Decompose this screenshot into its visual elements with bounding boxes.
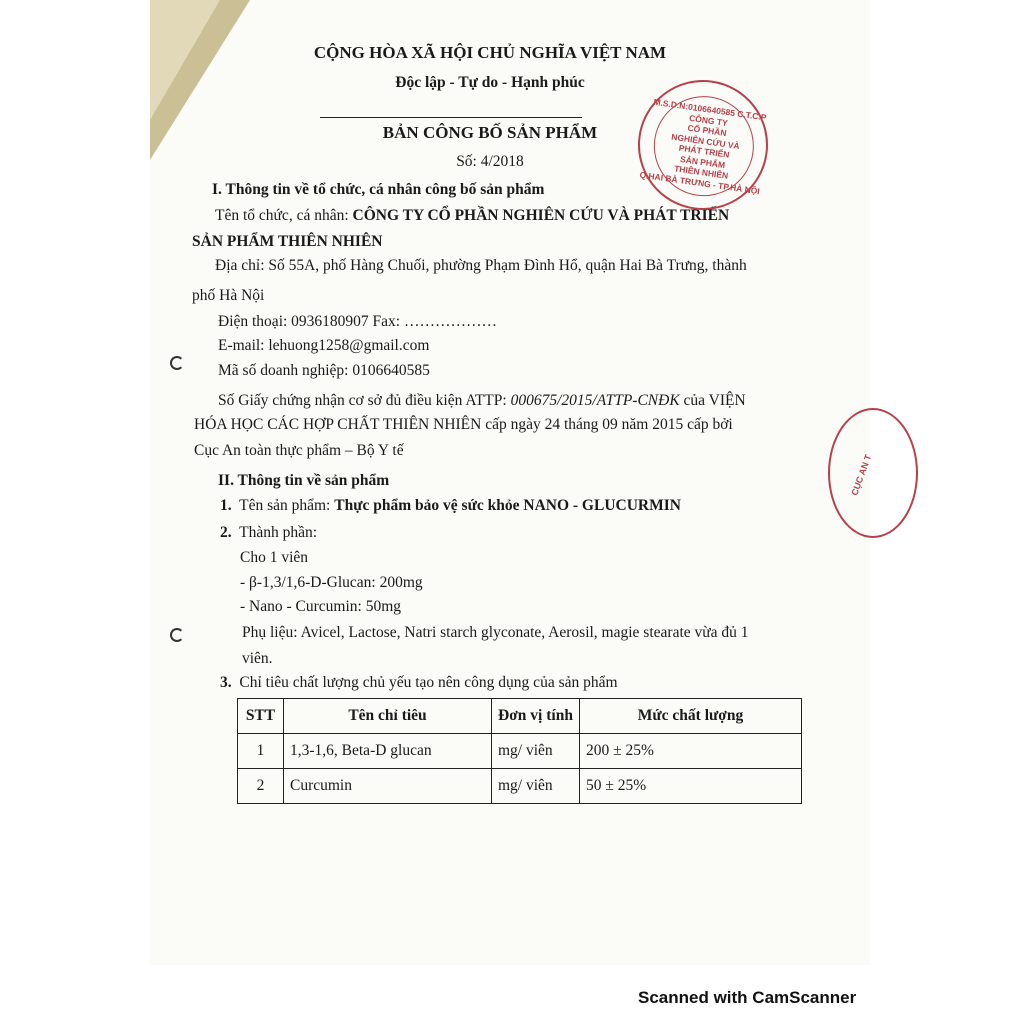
document-number: Số: 4/2018 <box>456 153 524 170</box>
folded-corner-highlight <box>150 0 220 120</box>
section1-heading: I. Thông tin về tổ chức, cá nhân công bố sản phẩm <box>212 181 545 198</box>
certificate-line <box>218 392 746 410</box>
item2-number: 2. <box>220 524 232 541</box>
row2-unit: mg/ viên <box>492 769 580 804</box>
republic-heading: CỘNG HÒA XÃ HỘI CHỦ NGHĨA VIỆT NAM <box>313 43 667 62</box>
org-line <box>215 207 729 225</box>
ingredients-line <box>220 524 317 542</box>
certificate-line-2: HÓA HỌC CÁC HỢP CHẤT THIÊN NHIÊN cấp ngày 24 tháng 09 năm 2015 cấp bởi <box>194 416 733 433</box>
row1-stt: 1 <box>238 734 284 769</box>
agency-seal-text: CỤC AN T <box>849 453 874 497</box>
quality-heading <box>220 674 618 692</box>
email: E-mail: lehuong1258@gmail.com <box>218 337 430 354</box>
motto: Độc lập - Tự do - Hạnh phúc <box>395 74 585 91</box>
item3-number: 3. <box>220 674 232 691</box>
table-row <box>238 769 802 804</box>
certificate-line-3: Cục An toàn thực phẩm – Bộ Y tế <box>194 442 404 459</box>
tax-code: Mã số doanh nghiệp: 0106640585 <box>218 362 430 379</box>
document-title: BẢN CÔNG BỐ SẢN PHẨM <box>382 123 598 142</box>
row1-quality: 200 ± 25% <box>580 734 802 769</box>
agency-seal-stamp <box>828 408 918 538</box>
cert-issuer-start: của VIỆN <box>679 392 746 409</box>
row1-indicator: 1,3-1,6, Beta-D glucan <box>284 734 492 769</box>
title-divider <box>320 117 582 118</box>
header-stt: STT <box>238 699 284 734</box>
row2-indicator: Curcumin <box>284 769 492 804</box>
ingredient-curcumin: - Nano - Curcumin: 50mg <box>240 598 402 615</box>
item1-number: 1. <box>220 497 232 514</box>
per-tablet: Cho 1 viên <box>240 549 309 566</box>
header-indicator: Tên chỉ tiêu <box>284 699 492 734</box>
row2-stt: 2 <box>238 769 284 804</box>
table-header-row <box>238 699 802 734</box>
quality-label: Chỉ tiêu chất lượng chủ yếu tạo nên công dụng của sản phẩm <box>239 674 618 691</box>
table-row <box>238 734 802 769</box>
org-label: Tên tổ chức, cá nhân: <box>215 207 353 224</box>
address: Địa chỉ: Số 55A, phố Hàng Chuối, phường Phạm Đình Hổ, quận Hai Bà Trưng, thành <box>215 257 747 274</box>
product-name: Thực phẩm bảo vệ sức khỏe NANO - GLUCURMIN <box>334 497 681 514</box>
org-name: CÔNG TY CỔ PHẦN NGHIÊN CỨU VÀ PHÁT TRIỂN <box>352 207 730 224</box>
seal-text: M.S.D.N:0106640585 C.T.C.P CÔNG TY CỔ PHẦN NGHIÊN CỨU VÀ PHÁT TRIỂN SẢN PHẨM THIÊN NHIÊN Q.HAI BÀ TRƯNG - TP.HÀ NỘI <box>639 96 768 196</box>
phone-fax: Điện thoại: 0936180907 Fax: ……………… <box>218 313 497 330</box>
excipients-cont: viên. <box>242 650 273 667</box>
scanner-watermark: Scanned with CamScanner <box>638 988 857 1007</box>
ingredients-label: Thành phần: <box>239 524 318 541</box>
org-name-cont: SẢN PHẨM THIÊN NHIÊN <box>192 233 383 250</box>
punch-hole-mark <box>170 628 184 642</box>
section2-heading: II. Thông tin về sản phẩm <box>218 472 390 489</box>
excipients: Phụ liệu: Avicel, Lactose, Natri starch glyconate, Aerosil, magie stearate vừa đủ 1 <box>242 624 749 641</box>
header-unit: Đơn vị tính <box>492 699 580 734</box>
punch-hole-mark <box>170 356 184 370</box>
ingredient-glucan: - β-1,3/1,6-D-Glucan: 200mg <box>240 574 423 591</box>
product-name-label: Tên sản phẩm: <box>239 497 335 514</box>
row2-quality: 50 ± 25% <box>580 769 802 804</box>
address-cont: phố Hà Nội <box>192 287 265 304</box>
header-quality-level: Mức chất lượng <box>580 699 802 734</box>
product-name-line <box>220 497 681 515</box>
cert-label: Số Giấy chứng nhận cơ sở đủ điều kiện ATTP: <box>218 392 511 409</box>
quality-table <box>237 698 802 804</box>
row1-unit: mg/ viên <box>492 734 580 769</box>
cert-number: 000675/2015/ATTP-CNĐK <box>510 392 680 409</box>
